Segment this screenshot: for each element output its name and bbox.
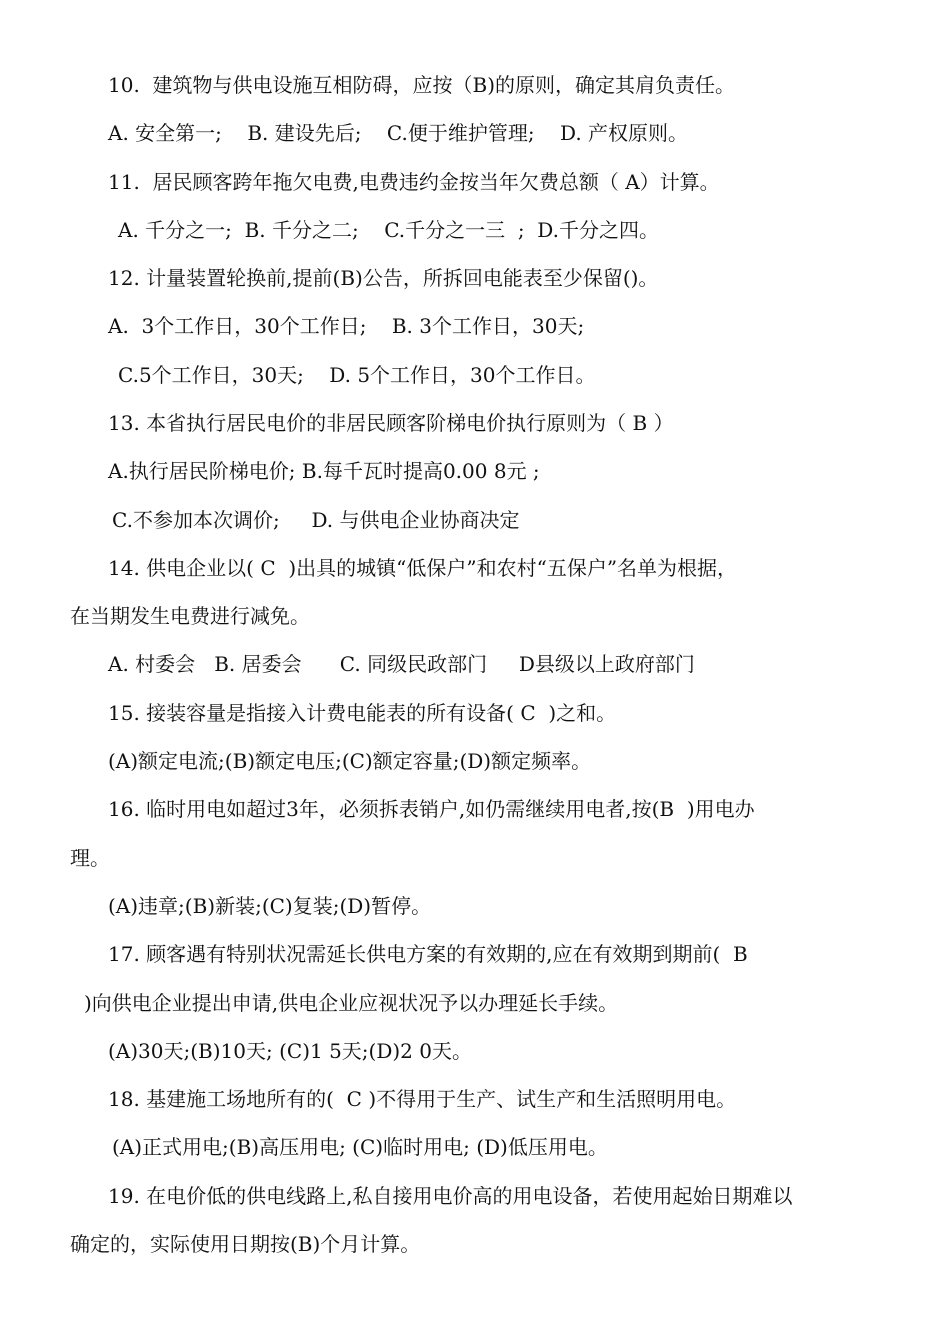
question-13-options-cd: C.不参加本次调价; D. 与供电企业协商决定 [112, 508, 520, 532]
question-14: 14. 供电企业以( C )出具的城镇“低保户”和农村“五保户”名单为根据， [108, 556, 738, 580]
question-19-cont: 确定的，实际使用日期按(B)个月计算。 [70, 1232, 421, 1256]
question-18: 18. 基建施工场地所有的( C )不得用于生产、试生产和生活照明用电。 [108, 1087, 737, 1111]
question-12: 12. 计量装置轮换前,提前(B)公告，所拆回电能表至少保留()。 [108, 266, 659, 290]
question-10-options: A. 安全第一; B. 建设先后; C.便于维护管理; D. 产权原则。 [108, 121, 689, 145]
question-15: 15. 接装容量是指接入计费电能表的所有设备( C )之和。 [108, 701, 617, 725]
question-15-options: (A)额定电流;(B)额定电压;(C)额定容量;(D)额定频率。 [108, 749, 592, 773]
question-14-options: A. 村委会 B. 居委会 C. 同级民政部门 D县级以上政府部门 [108, 652, 695, 676]
question-11: 11. 居民顾客跨年拖欠电费,电费违约金按当年欠费总额（ A）计算。 [108, 170, 720, 194]
question-13: 13. 本省执行居民电价的非居民顾客阶梯电价执行原则为（ B ） [108, 411, 674, 435]
question-13-options-ab: A.执行居民阶梯电价; B.每千瓦时提高0.00 8元 ; [108, 459, 540, 483]
question-16-cont: 理。 [70, 846, 110, 870]
question-12-options-ab: A. 3个工作日，30个工作日; B. 3个工作日，30天; [108, 314, 585, 338]
question-18-options: (A)正式用电;(B)高压用电; (C)临时用电; (D)低压用电。 [112, 1135, 608, 1159]
question-17-cont: )向供电企业提出申请,供电企业应视状况予以办理延长手续。 [84, 991, 619, 1015]
question-14-cont: 在当期发生电费进行减免。 [70, 604, 310, 628]
question-11-options: A. 千分之一; B. 千分之二; C.千分之一三 ; D.千分之四。 [118, 218, 659, 242]
question-16-options: (A)违章;(B)新装;(C)复装;(D)暂停。 [108, 894, 432, 918]
question-16: 16. 临时用电如超过3年，必须拆表销户,如仍需继续用电者,按(B )用电办 [108, 797, 755, 821]
question-12-options-cd: C.5个工作日，30天; D. 5个工作日，30个工作日。 [118, 363, 596, 387]
question-17: 17. 顾客遇有特别状况需延长供电方案的有效期的,应在有效期到期前( B [108, 942, 748, 966]
question-17-options: (A)30天;(B)10天; (C)1 5天;(D)2 0天。 [108, 1039, 472, 1063]
question-10: 10. 建筑物与供电设施互相防碍，应按（B)的原则，确定其肩负责任。 [108, 73, 736, 97]
question-19: 19. 在电价低的供电线路上,私自接用电价高的用电设备，若使用起始日期难以 [108, 1184, 793, 1208]
